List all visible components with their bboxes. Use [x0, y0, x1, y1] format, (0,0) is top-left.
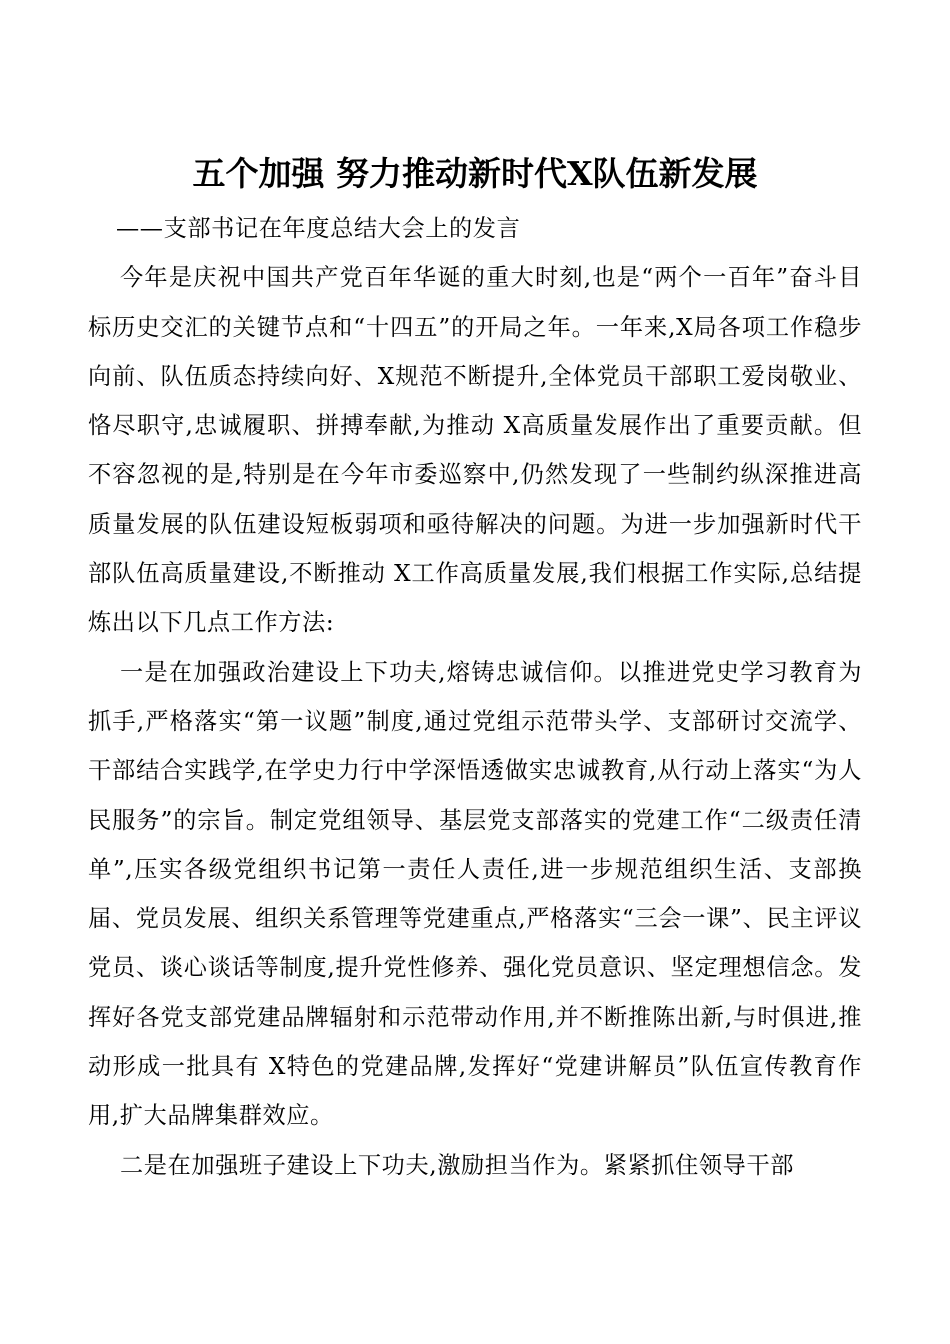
paragraph-political-building: 一是在加强政治建设上下功夫,熔铸忠诚信仰。以推进党史学习教育为抓手,严格落实“第一议题”制度,通过党组示范带头学、支部研讨交流学、干部结合实践学,在学史力行中学深悟透做实忠诚教育,从行动上落实“为人民服务”的宗旨。制定党组领导、基层党支部落实的党建工作“二级责任清单”,压实各级党组织书记第一责任人责任,进一步规范组织生活、支部换届、党员发展、组织关系管理等党建重点,严格落实“三会一课”、民主评议党员、谈心谈话等制度,提升党性修养、强化党员意识、坚定理想信念。发挥好各党支部党建品牌辐射和示范带动作用,并不断推陈出新,与时俱进,推动形成一批具有 X特色的党建品牌,发挥好“党建讲解员”队伍宣传教育作用,扩大品牌集群效应。 [88, 658, 862, 1130]
document-subtitle: ——支部书记在年度总结大会上的发言 [116, 215, 521, 242]
paragraph-intro: 今年是庆祝中国共产党百年华诞的重大时刻,也是“两个一百年”奋斗目标历史交汇的关键节点和“十四五”的开局之年。一年来,X局各项工作稳步向前、队伍质态持续向好、X规范不断提升,全体党员干部职工爱岗敬业、恪尽职守,忠诚履职、拼搏奉献,为推动 X高质量发展作出了重要贡献。但不容忽视的是,特别是在今年市委巡察中,仍然发现了一些制约纵深推进高质量发展的队伍建设短板弱项和亟待解决的问题。为进一步加强新时代干部队伍高质量建设,不断推动 X工作高质量发展,我们根据工作实际,总结提炼出以下几点工作方法: [88, 264, 862, 637]
document-title: 五个加强 努力推动新时代X队伍新发展 [192, 154, 758, 193]
document-body [88, 204, 862, 1190]
paragraph-leadership-building: 二是在加强班子建设上下功夫,激励担当作为。紧紧抓住领导干部 [120, 1151, 795, 1179]
